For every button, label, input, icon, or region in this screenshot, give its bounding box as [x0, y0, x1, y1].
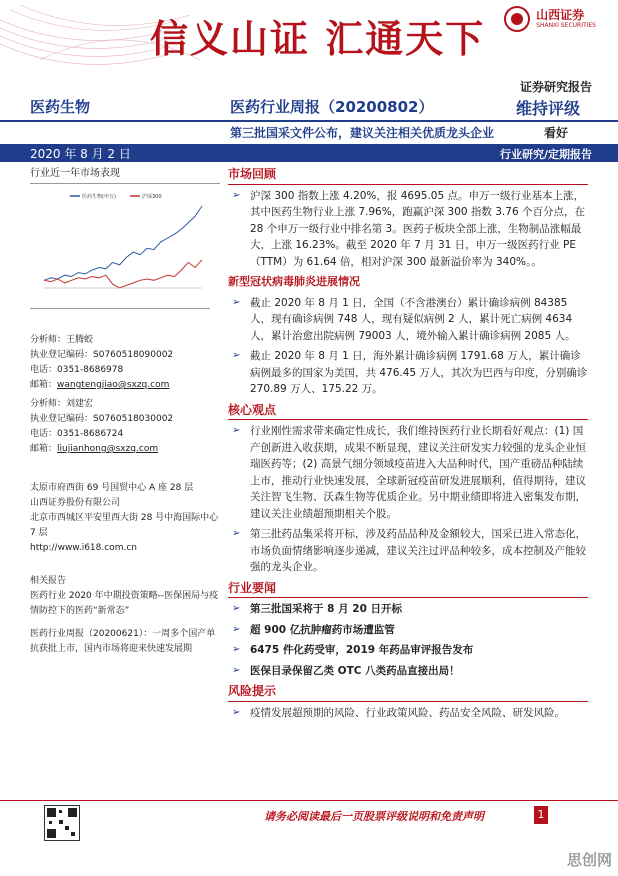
bullet-paragraph: [228, 622, 588, 639]
section-title: 风险提示: [228, 683, 588, 702]
email-link[interactable]: wangtengjiao@sxzq.com: [57, 380, 170, 390]
analyst-name: 分析师：刘建宏: [30, 399, 94, 409]
logo-cn: 山西证券: [536, 8, 585, 22]
related-heading: 相关报告: [30, 576, 67, 586]
bullet-paragraph: [228, 188, 588, 271]
chart-heading: 行业近一年市场表现: [30, 166, 220, 184]
analyst-license: 执业登记编码：S0760518090002: [30, 350, 174, 360]
bullet-paragraph: [228, 601, 588, 618]
paragraph-text: 沪深 300 指数上涨 4.20%，报 4695.05 点。申万一级行业基本上涨，其中医药生物行业上涨 7.96%，跑赢沪深 300 指数 3.76 个百分点，在 28 个申万一级行业中排名第 3。医药子板块全部上涨，生物制品涨幅最大，上涨 16.23%。截至 2020 年 7 月 31 日，申万一级医药行业 PE（TTM）为 61.64 倍，相对沪深 300 最新溢价率为 340%。。: [250, 189, 585, 268]
page-number: 1: [534, 806, 548, 824]
series-line: [44, 206, 202, 280]
paragraph-text: 医保目录保留乙类 OTC 八类药品直接出局！: [250, 664, 460, 677]
bullet-arrow-icon: ➢: [232, 189, 241, 201]
bullet-paragraph: [228, 348, 588, 398]
bullet-arrow-icon: ➢: [232, 528, 241, 539]
paragraph-text: 疫情发展超预期的风险、行业政策风险、药品安全风险、研发风险。: [250, 706, 565, 719]
disclaimer: 请务必阅读最后一页股票评级说明和免责声明: [264, 810, 484, 823]
company-address: [30, 481, 220, 556]
market-performance-chart: [30, 188, 210, 309]
analyst-1: [30, 333, 220, 393]
watermark: 思创网: [566, 851, 612, 869]
bullet-paragraph: [228, 663, 588, 680]
analyst-2: [30, 397, 220, 457]
qr-code: [44, 805, 80, 841]
related-report-1[interactable]: 医药行业 2020 年中期投资策略--医保困局与疫情防控下的医药“新常态”: [30, 591, 219, 616]
bullet-arrow-icon: ➢: [232, 603, 241, 614]
analyst-license: 执业登记编码：S0760518030002: [30, 414, 174, 424]
footer-divider: [0, 800, 618, 801]
paragraph-text: 截止 2020 年 8 月 1 日，全国（不含港澳台）累计确诊病例 84385 人，现有确诊病例 748 人，现有疑似病例 2 人，累计死亡病例 4634 人，累计治愈出院病例 79003 人，境外输入累计确诊病例 2085 人。: [250, 296, 576, 342]
related-reports: [30, 574, 220, 657]
divider: [0, 120, 618, 122]
brand-slogan: 信义山证 汇通天下: [150, 16, 486, 61]
paragraph-text: 第三批国采将于 8 月 20 日开标: [250, 603, 403, 615]
outlook-label: 看好: [543, 126, 568, 140]
section-title: 市场回顾: [228, 166, 588, 185]
analyst-name: 分析师：王腾蛟: [30, 335, 94, 345]
bullet-paragraph: [228, 526, 588, 576]
section-title: 行业要闻: [228, 580, 588, 599]
bullet-paragraph: [228, 705, 588, 722]
bullet-paragraph: [228, 423, 588, 522]
analyst-email: [30, 378, 220, 393]
series-line: [44, 260, 202, 288]
legend-label: 医药生物(申万): [82, 194, 116, 200]
analyst-email: [30, 442, 220, 457]
paragraph-text: 截止 2020 年 8 月 1 日，海外累计确诊病例 1791.68 万人，累计确诊病例最多的国家为美国，共 476.45 万人，其次为巴西与印度，分别确诊 270.89 万人、175.22 万。: [250, 350, 588, 395]
report-date: 2020 年 8 月 2 日: [30, 147, 131, 161]
website: [30, 541, 220, 556]
bullet-arrow-icon: ➢: [232, 425, 241, 436]
website-link[interactable]: www.i618.com.cn: [57, 543, 137, 553]
report-type: 证券研究报告: [519, 80, 592, 94]
bullet-arrow-icon: ➢: [232, 664, 241, 676]
analyst-phone: 电话：0351-8686724: [30, 429, 124, 439]
bullet-paragraph: [228, 642, 588, 659]
sidebar: [30, 166, 220, 657]
report-subtitle: 第三批国采文件公布，建议关注相关优质龙头企业: [230, 126, 495, 140]
bullet-arrow-icon: ➢: [232, 623, 241, 635]
company-logo: [504, 6, 596, 32]
report-category: 行业研究/定期报告: [499, 148, 592, 161]
section-title: 核心观点: [228, 402, 588, 421]
address-2: 北京市西城区平安里西大街 28 号中海国际中心 7 层: [30, 513, 219, 538]
paragraph-text: 第三批药品集采将开标，涉及药品品种及金额较大，国采已进入常态化，市场负面情绪影响逐步递减，建议关注过评品种较多，成本控制及产能较强的龙头企业。: [250, 528, 586, 573]
email-label: 邮箱：: [30, 444, 58, 454]
address-1: 太原市府西街 69 号国贸中心 A 座 28 层: [30, 483, 194, 493]
analyst-phone: 电话：0351-8686978: [30, 365, 124, 375]
email-label: 邮箱：: [30, 380, 58, 390]
paragraph-text: 行业刚性需求带来确定性成长，我们维持医药行业长期看好观点：(1) 国产创新进入收获期，成果不断显现，建议关注研发实力较强的龙头企业恒瑞医药等；(2) 高景气细分领域疫苗进入大品种时代，国产重磅品种陆续上市，推动行业快速发展，全球新冠疫苗研发进展顺利，值得期待，建议关注智飞生物、沃森生物等优质企业。另中期业绩即将进入密集发布期，建议关注业绩超预期相关个股。: [250, 425, 586, 520]
qr-code-icon: [45, 806, 79, 840]
bullet-arrow-icon: ➢: [232, 644, 241, 655]
company-name: 山西证券股份有限公司: [30, 498, 121, 508]
email-link[interactable]: liujianhong@sxzq.com: [57, 444, 159, 454]
paragraph-text: 超 900 亿抗肿瘤药市场遭监管: [250, 623, 395, 636]
website-prefix: http://: [30, 543, 58, 553]
sector-label: 医药生物: [30, 98, 91, 116]
bullet-arrow-icon: ➢: [232, 350, 241, 361]
bullet-arrow-icon: ➢: [232, 706, 241, 718]
logo-icon: [504, 6, 530, 32]
main-content: [228, 166, 588, 725]
legend-label: 沪深300: [142, 194, 162, 200]
report-title: 医药行业周报（20200802）: [230, 98, 434, 116]
paragraph-text: 6475 件化药受审，2019 年药品审评报告发布: [250, 644, 474, 656]
related-report-2[interactable]: 医药行业周报（20200621）：一周多个国产单抗获批上市，国内市场将迎来快速发展期: [30, 629, 216, 654]
section-title: 新型冠状病毒肺炎进展情况: [228, 275, 360, 288]
logo-en: SHANXI SECURITIES: [536, 22, 596, 29]
bullet-paragraph: [228, 295, 588, 345]
rating-label: 维持评级: [515, 99, 580, 118]
bullet-arrow-icon: ➢: [232, 296, 241, 308]
